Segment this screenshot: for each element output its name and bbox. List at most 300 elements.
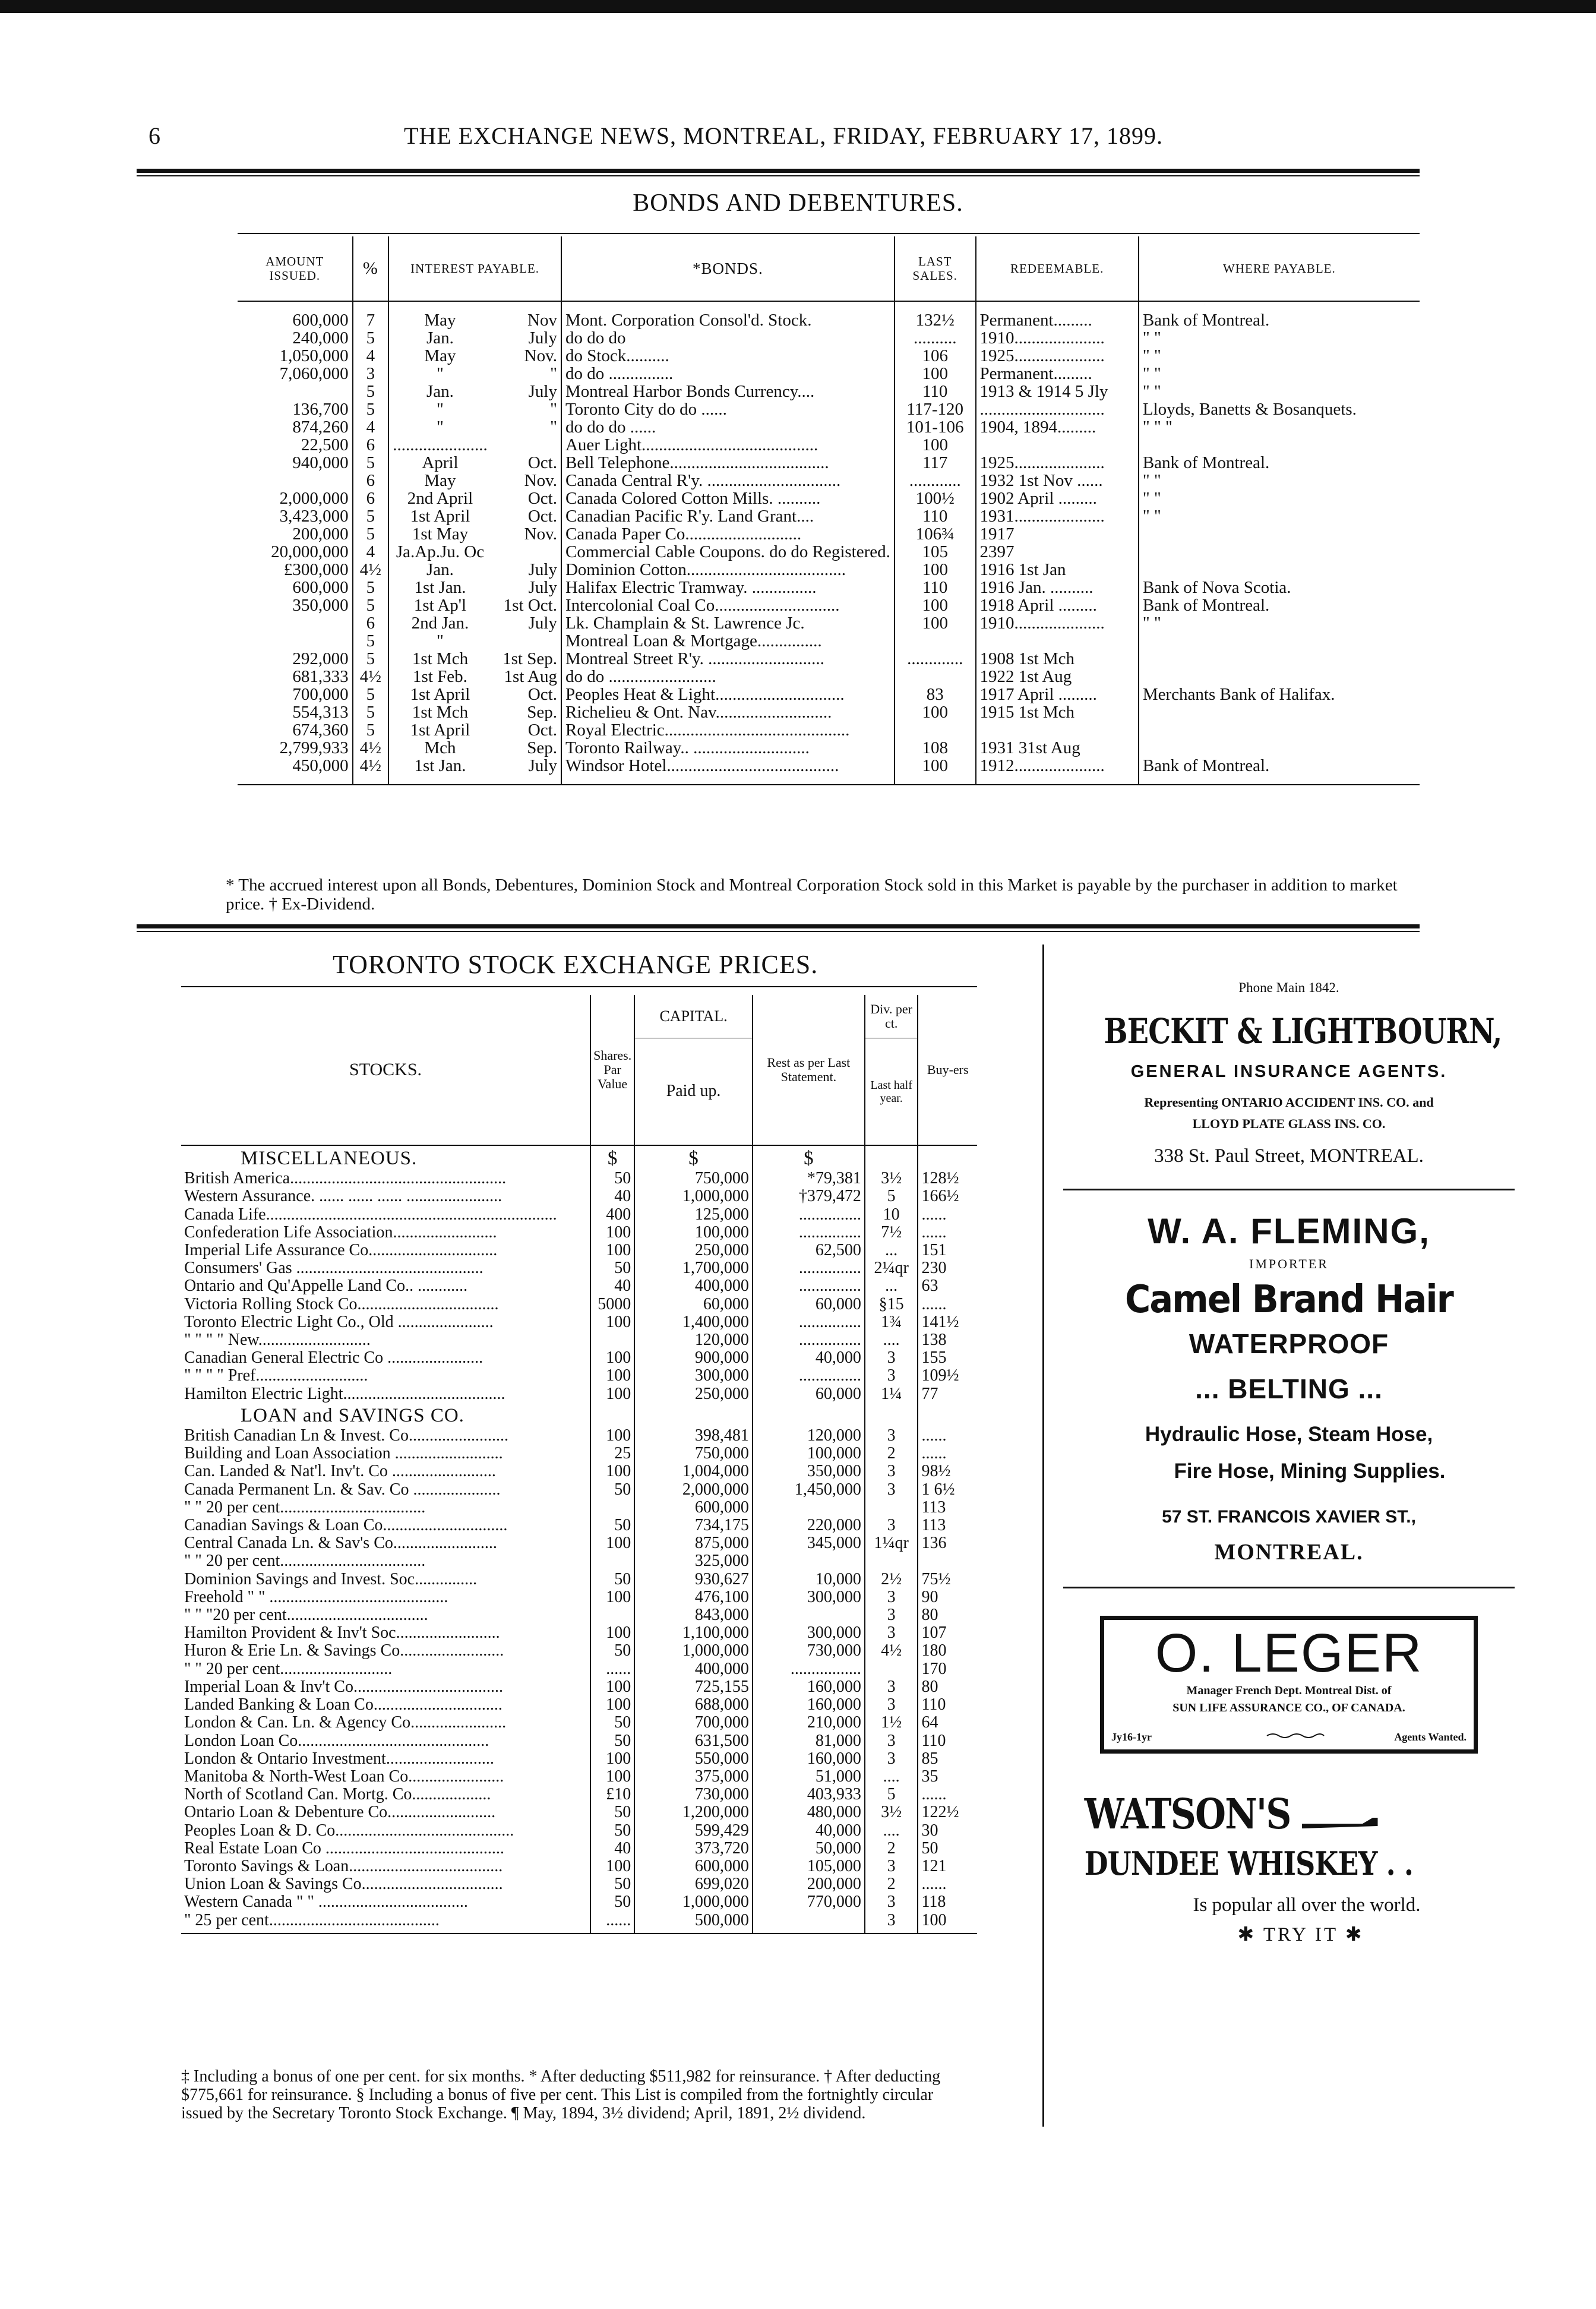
flourish-icon [1266,1732,1325,1740]
stock-row [181,1349,977,1367]
stock-cell: ...... [918,1786,977,1803]
bond-cell [238,614,353,632]
stock-cell: 85 [918,1750,977,1768]
stock-cell: 128½ [918,1170,977,1187]
bond-row [238,721,1420,739]
bond-row [238,632,1420,650]
bond-cell [1139,543,1420,561]
col-capital: CAPITAL. [634,995,753,1038]
bond-cell: 1st Aug [504,667,557,686]
stock-cell: " " 20 per cent................................... [184,1552,426,1571]
bond-cell: " [550,418,557,437]
bond-cell: April [388,454,491,472]
bond-cell: 105 [895,543,976,561]
stock-cell: 100 [590,1463,634,1480]
bond-cell: 1st April [388,686,491,703]
stock-cell [590,1606,634,1624]
bond-cell: Mont. Corporation Consol'd. Stock. [561,301,895,329]
bond-cell: 6 [353,489,389,507]
bond-cell: " " [1139,383,1420,400]
bond-cell: 4 [353,418,389,436]
col-buyers: Buy-ers [918,995,977,1145]
fleming-line4: Fire Hose, Mining Supplies. [1174,1460,1446,1483]
stock-cell: †379,472 [753,1187,865,1205]
bond-cell: 600,000 [292,578,349,597]
stock-cell [865,1660,918,1678]
stock-row [181,1696,977,1714]
stock-cell: 1,400,000 [634,1313,753,1331]
stock-cell: 113 [918,1499,977,1517]
bond-cell: Canada Colored Cotton Mills. .......... [561,489,895,507]
bond-cell: Oct. [527,489,557,508]
stock-cell: London Loan Co.............................................. [184,1731,489,1750]
bond-row [238,525,1420,543]
stock-cell: Toronto Savings & Loan..................................... [184,1856,503,1875]
stock-cell: Consumers' Gas ............................................. [184,1259,483,1278]
bond-cell: 1904, 1894......... [976,418,1139,436]
stock-cell: *79,381 [753,1170,865,1187]
stock-cell: 109½ [918,1367,977,1385]
bond-cell: 1st Oct. [503,596,557,615]
stock-cell: British America.................................................... [184,1169,507,1188]
bond-cell: Jan. [388,383,491,400]
bond-cell: 1918 April ......... [976,596,1139,614]
bond-cell: 117-120 [895,400,976,418]
stock-cell: 100 [590,1768,634,1786]
bond-cell: Nov [527,311,557,330]
stock-cell: 166½ [918,1187,977,1205]
stock-cell: 100 [590,1427,634,1445]
stock-cell: Landed Banking & Loan Co............................... [184,1695,502,1714]
stock-row [181,1822,977,1840]
stock-row [181,1768,977,1786]
bond-cell: 100 [895,436,976,454]
bond-cell: 4½ [353,561,389,579]
stock-row [181,1552,977,1570]
bond-cell: ............. [895,650,976,668]
bond-cell: 100 [895,596,976,614]
bond-cell: 3 [353,365,389,383]
bond-cell [1139,561,1420,579]
stock-cell: Central Canada Ln. & Sav's Co......................... [184,1534,497,1553]
bond-cell: Nov. [524,346,557,365]
stock-cell: Real Estate Loan Co ........................................... [184,1839,504,1858]
stock-cell: ............... [753,1313,865,1331]
stock-cell: ............... [753,1277,865,1295]
stock-cell: 2½ [865,1571,918,1588]
tse-footnote: ‡ Including a bonus of one per cent. for six months. * After deducting $511,982 for reinsurance. † After deducting $775,661 for reinsurance. § Including a bonus of five per cent. This List is compiled from the fortnightly circular issued by the Secretary Toronto Stock Exchange. ¶ May, 1894, 3½ dividend; April, 1891, 2½ dividend. [181,2067,941,2122]
stock-cell: Huron & Erie Ln. & Savings Co......................... [184,1641,504,1660]
stock-cell: 3 [865,1606,918,1624]
stock-cell: 180 [918,1642,977,1660]
bond-cell: 1st Feb. [388,668,491,686]
stock-cell: 80 [918,1678,977,1696]
stock-cell: 10,000 [753,1571,865,1588]
stock-cell: " " "20 per cent.................................. [184,1606,428,1625]
bond-cell: 5 [353,383,389,400]
tse-table [181,995,977,1934]
stock-cell: Building and Loan Association .......................... [184,1444,503,1463]
bond-cell: 1925..................... [976,454,1139,472]
stock-cell [865,1552,918,1570]
bond-cell: Ja.Ap.Ju. Oc [388,543,491,561]
stock-cell: 600,000 [634,1499,753,1517]
stock-cell: 725,155 [634,1678,753,1696]
stock-cell [590,1331,634,1349]
bond-cell: £300,000 [283,560,349,579]
bond-cell [1139,703,1420,721]
bond-cell: Bank of Montreal. [1139,596,1420,614]
bond-cell: Toronto City do do ...... [561,400,895,418]
ad-divider [1063,1587,1515,1588]
bond-cell: 350,000 [292,596,349,615]
col-last-half: Last half year. [865,1038,918,1146]
stock-cell: 1,450,000 [753,1481,865,1499]
bond-cell: 1st Jan. [388,757,491,785]
col-stocks: STOCKS. [181,995,590,1145]
stock-cell: 50 [590,1732,634,1750]
stock-cell: 375,000 [634,1768,753,1786]
stock-cell: 350,000 [753,1463,865,1480]
stock-cell: £10 [590,1786,634,1803]
bond-cell: Toronto Railway.. ........................... [561,739,895,757]
beckit-rep [1063,1092,1515,1135]
stock-cell: 50 [590,1170,634,1187]
bond-cell: ............................. [976,400,1139,418]
bond-cell: 4½ [353,668,389,686]
stock-cell: Confederation Life Association......................... [184,1223,497,1242]
bond-cell: 5 [353,721,389,739]
fleming-name: W. A. FLEMING, [1148,1211,1430,1251]
stock-cell: ...... [918,1206,977,1224]
stock-cell: ...... [918,1445,977,1463]
stock-cell: Imperial Loan & Inv't Co.................................... [184,1677,503,1696]
bond-cell: Montreal Street R'y. ........................... [561,650,895,668]
unit-cell [865,1403,918,1427]
stock-cell: 30 [918,1822,977,1840]
stock-row [181,1463,977,1480]
bond-cell: 1st Jan. [388,579,491,596]
stock-cell [753,1912,865,1934]
stock-cell: 50 [590,1259,634,1277]
bond-cell: 681,333 [292,667,349,686]
stock-cell [865,1499,918,1517]
stock-cell: London & Can. Ln. & Agency Co....................... [184,1713,507,1732]
stock-cell: ...... [918,1427,977,1445]
bond-cell: 1st April [388,507,491,525]
bond-cell [895,721,976,739]
leger-line2: SUN LIFE ASSURANCE CO., OF CANADA. [1172,1701,1405,1714]
stock-cell: 400,000 [634,1277,753,1295]
stock-cell: 60,000 [753,1385,865,1403]
stock-row [181,1385,977,1403]
stock-row [181,1170,977,1187]
unit-cell: $ [634,1145,753,1170]
unit-cell: $ [590,1145,634,1170]
bond-cell: Merchants Bank of Halifax. [1139,686,1420,703]
bond-row [238,650,1420,668]
col-pct: % [353,236,389,301]
stock-cell: 62,500 [753,1242,865,1259]
stock-cell [753,1606,865,1624]
bond-cell: 450,000 [238,757,353,785]
stock-cell: Peoples Loan & D. Co........................................... [184,1821,514,1840]
stock-cell: 3½ [865,1803,918,1821]
stock-cell: 100 [590,1224,634,1242]
stock-cell: 10 [865,1206,918,1224]
stock-row [181,1206,977,1224]
bond-cell: 1922 1st Aug [976,668,1139,686]
bond-cell: Auer Light......................................... [561,436,895,454]
stock-cell: Dominion Savings and Invest. Soc............... [184,1569,478,1588]
page-number: 6 [148,122,161,149]
bond-cell: 100½ [895,489,976,507]
stock-cell: 250,000 [634,1385,753,1403]
col-bonds: *BONDS. [561,236,895,301]
bond-cell [895,668,976,686]
bond-cell: 5 [353,596,389,614]
stock-row [181,1571,977,1588]
stock-cell: 770,000 [753,1893,865,1911]
fleming-line2: ... BELTING ... [1195,1373,1383,1404]
bond-cell: July [491,757,561,785]
bond-cell [238,383,353,400]
stock-cell: 160,000 [753,1678,865,1696]
stock-cell: ...... [918,1875,977,1893]
bond-row [238,686,1420,703]
bond-cell: Lk. Champlain & St. Lawrence Jc. [561,614,895,632]
col-redeemable: REDEEMABLE. [976,236,1139,301]
fleming-line3: Hydraulic Hose, Steam Hose, [1145,1423,1433,1446]
bottle-icon [1302,1806,1378,1830]
stock-cell [590,1552,634,1570]
stock-cell: 100 [590,1696,634,1714]
stock-cell: ............... [753,1224,865,1242]
stock-cell: 138 [918,1331,977,1349]
bond-cell [1139,650,1420,668]
bond-cell: Commercial Cable Coupons. do do Registered. [561,543,895,561]
bond-cell: Canada Central R'y. ............................... [561,472,895,489]
stock-cell: 210,000 [753,1714,865,1732]
bond-cell: Bank of Montreal. [1139,757,1420,785]
stock-cell: 100 [590,1678,634,1696]
bond-cell: Nov. [524,525,557,544]
stock-row [181,1427,977,1445]
bond-row [238,329,1420,347]
stock-cell: North of Scotland Can. Mortg. Co................... [184,1785,491,1804]
stock-cell: 40,000 [753,1349,865,1367]
stock-cell: London & Ontario Investment.......................... [184,1749,494,1768]
stock-cell: 373,720 [634,1840,753,1858]
stock-row [181,1732,977,1750]
stock-row [181,1481,977,1499]
leger-line1: Manager French Dept. Montreal Dist. of [1186,1684,1392,1697]
bond-cell: Sep. [527,738,557,757]
bond-cell: Mch [388,739,491,757]
stock-row [181,1803,977,1821]
stock-cell: 3 [865,1481,918,1499]
leger-name: O. LEGER [1155,1623,1423,1683]
stock-cell: 599,429 [634,1822,753,1840]
tse-top-rule [181,986,977,987]
bond-cell: 100 [895,614,976,632]
stock-row [181,1893,977,1911]
bond-cell: 4 [353,543,389,561]
bond-cell [1139,525,1420,543]
bond-cell: 5 [353,454,389,472]
stock-cell: 100 [590,1385,634,1403]
bond-row [238,703,1420,721]
stock-row [181,1499,977,1517]
beckit-address: 338 St. Paul Street, MONTREAL. [1154,1145,1424,1167]
stock-row [181,1912,977,1934]
bond-cell: 5 [353,329,389,347]
stock-cell: Hamilton Provident & Inv't Soc......................... [184,1623,500,1642]
stock-cell: 843,000 [634,1606,753,1624]
stock-cell: 730,000 [634,1786,753,1803]
bond-row [238,579,1420,596]
bond-cell: " " [1139,329,1420,347]
stock-cell: 3 [865,1858,918,1875]
bond-cell: " " [1139,507,1420,525]
col-shares: Shares. Par Value [590,995,634,1145]
bond-cell: 4 [353,347,389,365]
bond-cell: May [388,472,491,489]
stock-cell: 325,000 [634,1552,753,1570]
stock-cell [753,1499,865,1517]
bond-cell: do Stock.......... [561,347,895,365]
bond-cell [895,632,976,650]
stock-cell: 3 [865,1893,918,1911]
stock-cell: 81,000 [753,1732,865,1750]
bond-cell: 132½ [895,301,976,329]
stock-row [181,1875,977,1893]
bond-cell: 136,700 [292,400,349,419]
stock-cell: 7½ [865,1224,918,1242]
ad-divider [1063,1189,1515,1190]
stock-cell: 2 [865,1875,918,1893]
bond-cell: " [388,418,491,436]
bond-row [238,757,1420,785]
stock-cell: 1,000,000 [634,1642,753,1660]
stock-cell: Canadian General Electric Co ....................... [184,1348,483,1367]
stock-row [181,1331,977,1349]
stock-cell: ...... [918,1224,977,1242]
bond-cell [976,721,1139,739]
bond-cell: 100 [895,561,976,579]
stock-cell: 5 [865,1187,918,1205]
bond-row [238,472,1420,489]
bond-cell [238,472,353,489]
watson-product: DUNDEE WHISKEY . . [1084,1844,1414,1882]
stock-cell: 700,000 [634,1714,753,1732]
stock-row [181,1259,977,1277]
bond-cell: Montreal Loan & Mortgage............... [561,632,895,650]
stock-cell: 110 [918,1732,977,1750]
bond-cell: Lloyds, Banetts & Bosanquets. [1139,400,1420,418]
stock-cell: Canada Permanent Ln. & Sav. Co ..................... [184,1480,501,1499]
stock-row [181,1277,977,1295]
bonds-header-row [238,236,1420,301]
stock-cell: 151 [918,1242,977,1259]
bond-cell: 4½ [353,757,389,785]
bond-cell: Jan. [388,329,491,347]
stock-cell: 170 [918,1660,977,1678]
bond-cell: 100 [895,703,976,721]
leger-ad-box [1100,1616,1478,1754]
bond-cell: 1,050,000 [279,346,349,365]
stock-row [181,1517,977,1534]
stock-cell: 100 [918,1912,977,1934]
stock-cell: 98½ [918,1463,977,1480]
bond-cell: 1931 31st Aug [976,739,1139,757]
stock-cell: ... [865,1277,918,1295]
stock-cell: 300,000 [753,1624,865,1642]
stock-cell: British Canadian Ln & Invest. Co........................ [184,1426,508,1445]
stock-cell: 3 [865,1367,918,1385]
stock-cell: Hamilton Electric Light....................................... [184,1384,505,1403]
stock-cell: 3 [865,1750,918,1768]
bond-cell: 106 [895,347,976,365]
stock-cell: 345,000 [753,1534,865,1552]
bond-cell: Bank of Montreal. [1139,454,1420,472]
bond-cell [1139,436,1420,454]
bonds-title: BONDS AND DEBENTURES. [633,189,963,217]
bond-cell: 2nd April [388,489,491,507]
bond-cell: 1910..................... [976,614,1139,632]
bond-cell: 674,360 [292,721,349,740]
stock-cell: 230 [918,1259,977,1277]
stock-cell: §15 [865,1296,918,1313]
col-rest: Rest as per Last Statement. [753,995,865,1145]
bond-cell [1139,721,1420,739]
stock-cell: 2 [865,1840,918,1858]
bond-cell [1139,632,1420,650]
bond-cell: 200,000 [292,525,349,544]
bond-cell: 7,060,000 [279,364,349,383]
bond-cell: Canada Paper Co........................... [561,525,895,543]
bond-cell: 1st Ap'l [388,596,491,614]
stock-cell: ............... [753,1206,865,1224]
stock-row [181,1445,977,1463]
unit-cell [918,1403,977,1427]
bond-cell: 6 [353,614,389,632]
stock-cell: 200,000 [753,1875,865,1893]
stock-cell: 5 [865,1786,918,1803]
stock-cell: 75½ [918,1571,977,1588]
stock-cell: .... [865,1822,918,1840]
stock-cell: 3 [865,1732,918,1750]
unit-cell [590,1403,634,1427]
bond-cell: 106¾ [895,525,976,543]
tse-title: TORONTO STOCK EXCHANGE PRICES. [333,950,818,979]
bond-cell [1139,668,1420,686]
stock-cell: 50 [590,1714,634,1732]
stock-cell: 90 [918,1588,977,1606]
bond-cell: July [528,614,557,633]
bond-row [238,383,1420,400]
bond-cell: 110 [895,507,976,525]
bond-cell: 110 [895,579,976,596]
stock-cell: 35 [918,1768,977,1786]
bond-cell: 6 [353,472,389,489]
stock-cell: 3 [865,1463,918,1480]
stock-cell: 50 [918,1840,977,1858]
bond-row [238,365,1420,383]
stock-cell: 699,020 [634,1875,753,1893]
stock-cell: 77 [918,1385,977,1403]
stock-cell: 155 [918,1349,977,1367]
